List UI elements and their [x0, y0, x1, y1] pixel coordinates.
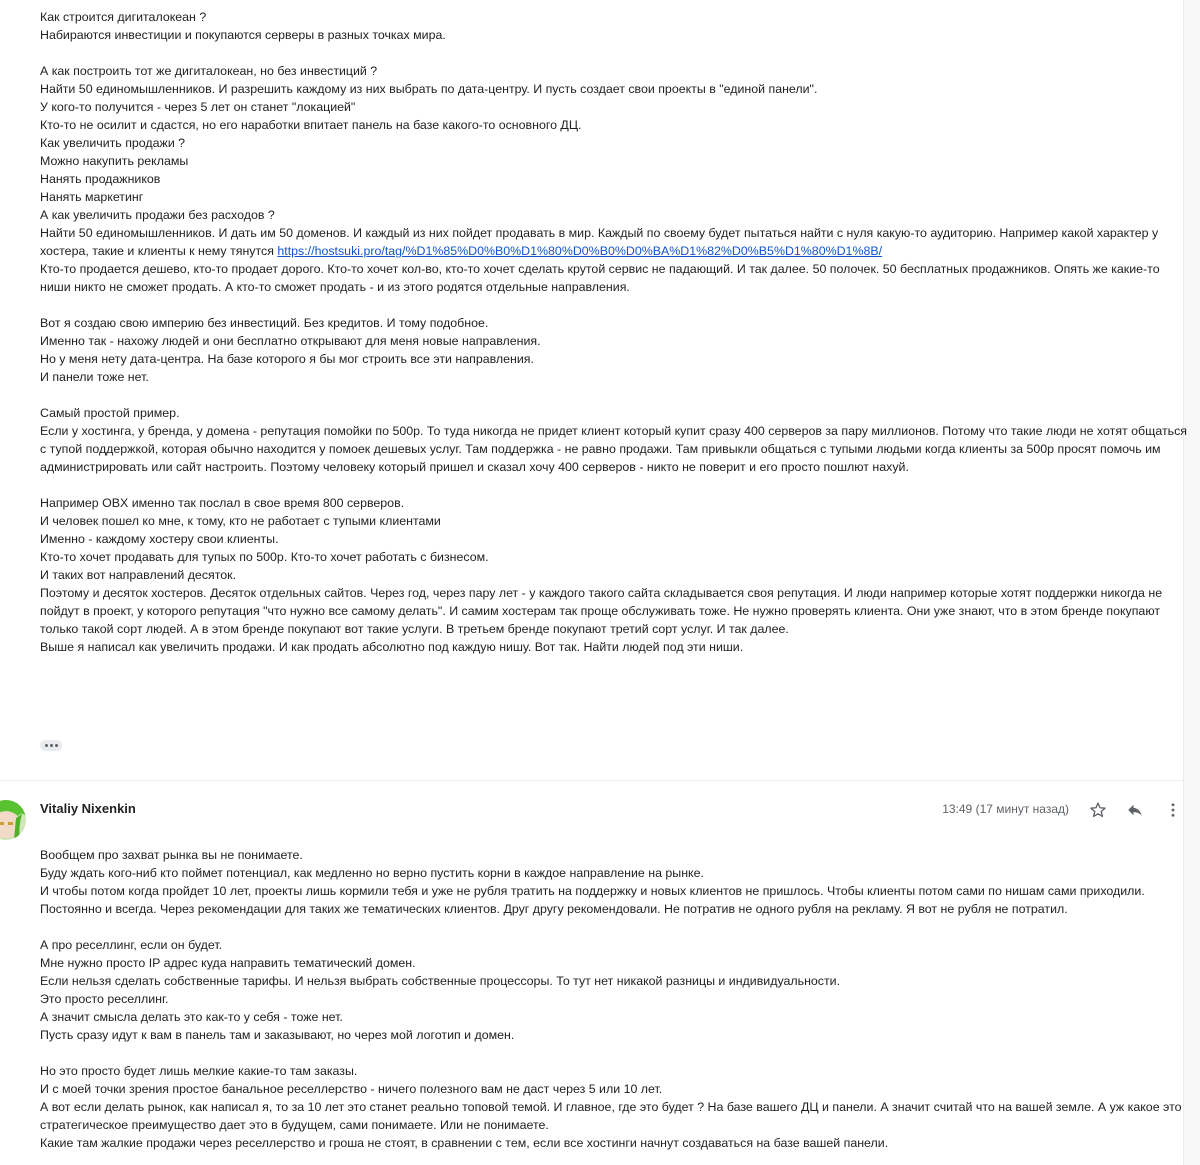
- message-line-text: А как увеличить продажи без расходов ?: [40, 208, 275, 222]
- message-line-text: И человек пошел ко мне, к тому, кто не работает с тупыми клиентами: [40, 514, 441, 528]
- message-line-text: Можно накупить рекламы: [40, 154, 189, 168]
- message-line-text: Как строится дигиталокеан ?: [40, 10, 207, 24]
- message-line-text: Вот я создаю свою империю без инвестиций. Без кредитов. И тому подобное.: [40, 316, 489, 330]
- message-line: [40, 620, 1188, 638]
- message-line: [40, 1008, 1188, 1026]
- more-options-button[interactable]: [1162, 799, 1184, 821]
- message-line-text: с тупой поддержкой, которая обычно находится у помоек дешевых услуг. Там поддержка - не равно продажи. Там привыкли общаться с тупыми людьми когда клиенты за 500р просят помочь им: [40, 442, 1161, 456]
- message-line-text: У кого-то получится - через 5 лет он станет "локацией": [40, 100, 356, 114]
- message-line: [40, 260, 1188, 278]
- message-line: [40, 512, 1188, 530]
- message-line-text: Кто-то не осилит и сдастся, но его наработки впитает панель на базе какого-то основного ДЦ.: [40, 118, 582, 132]
- message-line-text: Но это просто будет лишь мелкие какие-то там заказы.: [40, 1064, 358, 1078]
- message-line: [40, 170, 1188, 188]
- message-line: [40, 1134, 1188, 1152]
- message-line: [40, 458, 1188, 476]
- message-line: [40, 368, 1188, 386]
- message-line: [40, 44, 1188, 62]
- avatar[interactable]: [0, 800, 26, 840]
- message-line-text: И с моей точки зрения простое банальное реселлерство - ничего полезного вам не даст через 5 или 10 лет.: [40, 1082, 663, 1096]
- message-line: [40, 188, 1188, 206]
- message-line: [40, 314, 1188, 332]
- message-line: [40, 900, 1188, 918]
- message-line-text: Именно - каждому хостеру свои клиенты.: [40, 532, 279, 546]
- message-line-text: администрировать или сайт настроить. Поэтому человеку который пришел и сказал хочу 400 серверов - никто не поверит и его просто пошлют нахуй.: [40, 460, 909, 474]
- message-line-text: Поэтому и десяток хостеров. Десяток отдельных сайтов. Через год, через пару лет - у каждого такого сайта складывается своя репутация. И люди например которые хотят поддержки никогда не: [40, 586, 1163, 600]
- star-button[interactable]: [1087, 799, 1109, 821]
- message-line: [40, 1026, 1188, 1044]
- message-line: [40, 296, 1188, 314]
- message-line: [40, 278, 1188, 296]
- message-line: [40, 26, 1188, 44]
- message-line: [40, 494, 1188, 512]
- message-line: [40, 242, 1188, 260]
- message-line: [40, 990, 1188, 1008]
- message-line-text: Пусть сразу идут к вам в панель там и заказывают, но через мой логотип и домен.: [40, 1028, 515, 1042]
- star-icon: [1089, 801, 1107, 819]
- message-line: [40, 530, 1188, 548]
- message-line: [40, 918, 1188, 936]
- message-line-text: Самый простой пример.: [40, 406, 180, 420]
- message-line: [40, 1062, 1188, 1080]
- message-line-text: И чтобы потом когда пройдет 10 лет, проекты лишь кормили тебя и уже не рубля тратить на поддержку и новых клиентов не пришлось. Чтобы клиенты потом сами по нишам сами приходили.: [40, 884, 1145, 898]
- message-line: [40, 386, 1188, 404]
- message-line: [40, 422, 1188, 440]
- message-line: [40, 206, 1188, 224]
- message-line: [40, 152, 1188, 170]
- message-line: [40, 134, 1188, 152]
- message-line: [40, 80, 1188, 98]
- message-line-text: Это просто реселлинг.: [40, 992, 169, 1006]
- message-link[interactable]: https://hostsuki.pro/tag/%D1%85%D0%B0%D1%80%D0%B0%D0%BA%D1%82%D0%B5%D1%80%D1%8B/: [277, 244, 883, 258]
- message-line-text: Как увеличить продажи ?: [40, 136, 186, 150]
- message-line: [40, 440, 1188, 458]
- show-trimmed-content-button[interactable]: [40, 740, 62, 751]
- dot-icon: [50, 744, 53, 747]
- message-line-text: стратегическое преимущество дает это в будущем, сами понимаете. Или не понимаете.: [40, 1118, 549, 1132]
- message-line-text: Именно так - нахожу людей и они бесплатно открывают для меня новые направления.: [40, 334, 541, 348]
- message-line-text: только такой сорт людей. А в этом бренде покупают вот такие услуги. В третьем бренде покупают третий сорт услуг. И так далее.: [40, 622, 789, 636]
- dot-icon: [45, 744, 48, 747]
- message-line: [40, 936, 1188, 954]
- message-line-text: Нанять маркетинг: [40, 190, 144, 204]
- message-line-text: А как построить тот же дигиталокеан, но без инвестиций ?: [40, 64, 378, 78]
- message-line-text: Выше я написал как увеличить продажи. И как продать абсолютно под каждую нишу. Вот так. Найти людей под эти ниши.: [40, 640, 744, 654]
- message-line: [40, 404, 1188, 422]
- message-line-text: А вот если делать рынок, как написал я, то за 10 лет это станет реально топовой темой. И главное, где это будет ? На базе вашего ДЦ и панели. А значит считай что на вашей земле. А уж какое это: [40, 1100, 1182, 1114]
- message-line-text: И таких вот направлений десяток.: [40, 568, 237, 582]
- message-line: [40, 332, 1188, 350]
- message-line-text: пойдут в проект, у которого репутация "что нужно все самому делать". И самим хостерам так проще обслуживать тоже. Не нужно проверять клиента. Они уже знают, что в этом бренде покупают: [40, 604, 1161, 618]
- message-body: [40, 8, 1188, 656]
- message-line-text: Найти 50 единомышленников. И дать им 50 доменов. И каждый из них пойдет продавать в мир. Каждый по своему будет пытаться найти с нуля какую-то аудиторию. Например какой характер у: [40, 226, 1159, 240]
- message-line-text: И панели тоже нет.: [40, 370, 149, 384]
- message-line-text: Постоянно и всегда. Через рекомендации для таких же тематических клиентов. Друг другу рекомендовали. Не потратив не одного рубля на рекламу. Я вот не рубля не потратил.: [40, 902, 1068, 916]
- avatar-image-icon: [0, 800, 26, 840]
- message-line-text: Мне нужно просто IP адрес куда направить тематический домен.: [40, 956, 416, 970]
- more-vert-icon: [1164, 801, 1182, 819]
- message-line: [40, 972, 1188, 990]
- message-line: [40, 1098, 1188, 1116]
- message-line-text: Кто-то хочет продавать для тупых по 500р. Кто-то хочет работать с бизнесом.: [40, 550, 489, 564]
- message-line: [40, 954, 1188, 972]
- reply-button[interactable]: [1124, 799, 1146, 821]
- message-line-text: Какие там жалкие продажи через реселлерство и гроша не стоят, в сравнении с тем, если все хостинги начнут создаваться на базе вашей панели.: [40, 1136, 889, 1150]
- message-line-text: А значит смысла делать это как-то у себя - тоже нет.: [40, 1010, 343, 1024]
- message-line-text: Буду ждать кого-ниб кто поймет потенциал, как медленно но верно пустить корни в каждое направление на рынке.: [40, 866, 704, 880]
- message-line: [40, 8, 1188, 26]
- message-line: [40, 350, 1188, 368]
- message-line: [40, 224, 1188, 242]
- message-line: [40, 602, 1188, 620]
- reply-icon: [1126, 801, 1144, 819]
- message-line-text: ниши никто не сможет продать. А кто-то сможет продать - и из этого родятся отдельные направления.: [40, 280, 630, 294]
- message-divider: [0, 780, 1184, 781]
- message-timestamp: 13:49 (17 минут назад): [942, 802, 1069, 816]
- message-line-text: хостера, такие и клиенты к нему тянутся: [40, 244, 278, 258]
- message-line: [40, 1044, 1188, 1062]
- message-line: [40, 116, 1188, 134]
- message-line: [40, 882, 1188, 900]
- message-line-text: Если у хостинга, у бренда, у домена - репутация помойки по 500р. То туда никогда не придет клиент который купит сразу 400 серверов за пару миллионов. Потому что такие люди не хотят общаться: [40, 424, 1188, 438]
- message-line-text: Кто-то продается дешево, кто-то продает дорого. Кто-то хочет кол-во, кто-то хочет сделать крутой сервис не падающий. И так далее. 50 полочек. 50 бесплатных продажников. Опять же какие-то: [40, 262, 1160, 276]
- message-line: [40, 476, 1188, 494]
- message-line: [40, 584, 1188, 602]
- sender-name: Vitaliy Nixenkin: [40, 801, 136, 816]
- message-line-text: Например OBX именно так послал в свое время 800 серверов.: [40, 496, 405, 510]
- message-line: [40, 566, 1188, 584]
- dot-icon: [55, 744, 58, 747]
- message-line-text: Нанять продажников: [40, 172, 161, 186]
- message-line-text: А про реселлинг, если он будет.: [40, 938, 223, 952]
- message-line: [40, 864, 1188, 882]
- message-line-text: Если нельзя сделать собственные тарифы. И нельзя выбрать собственные процессоры. То тут нет никакой разницы и индивидуальности.: [40, 974, 841, 988]
- message-line-text: Но у меня нету дата-центра. На базе которого я бы мог строить все эти направления.: [40, 352, 534, 366]
- message-line: [40, 846, 1188, 864]
- message-body: [40, 846, 1188, 1152]
- message-line: [40, 98, 1188, 116]
- message-line: [40, 638, 1188, 656]
- message-line-text: Набираются инвестиции и покупаются серверы в разных точках мира.: [40, 28, 446, 42]
- message-line: [40, 548, 1188, 566]
- message-line: [40, 1080, 1188, 1098]
- message-line: [40, 62, 1188, 80]
- message-line-text: Найти 50 единомышленников. И разрешить каждому из них выбрать по дата-центру. И пусть создает свои проекты в "единой панели".: [40, 82, 818, 96]
- message-line: [40, 1116, 1188, 1134]
- message-line-text: Вообщем про захват рынка вы не понимаете.: [40, 848, 303, 862]
